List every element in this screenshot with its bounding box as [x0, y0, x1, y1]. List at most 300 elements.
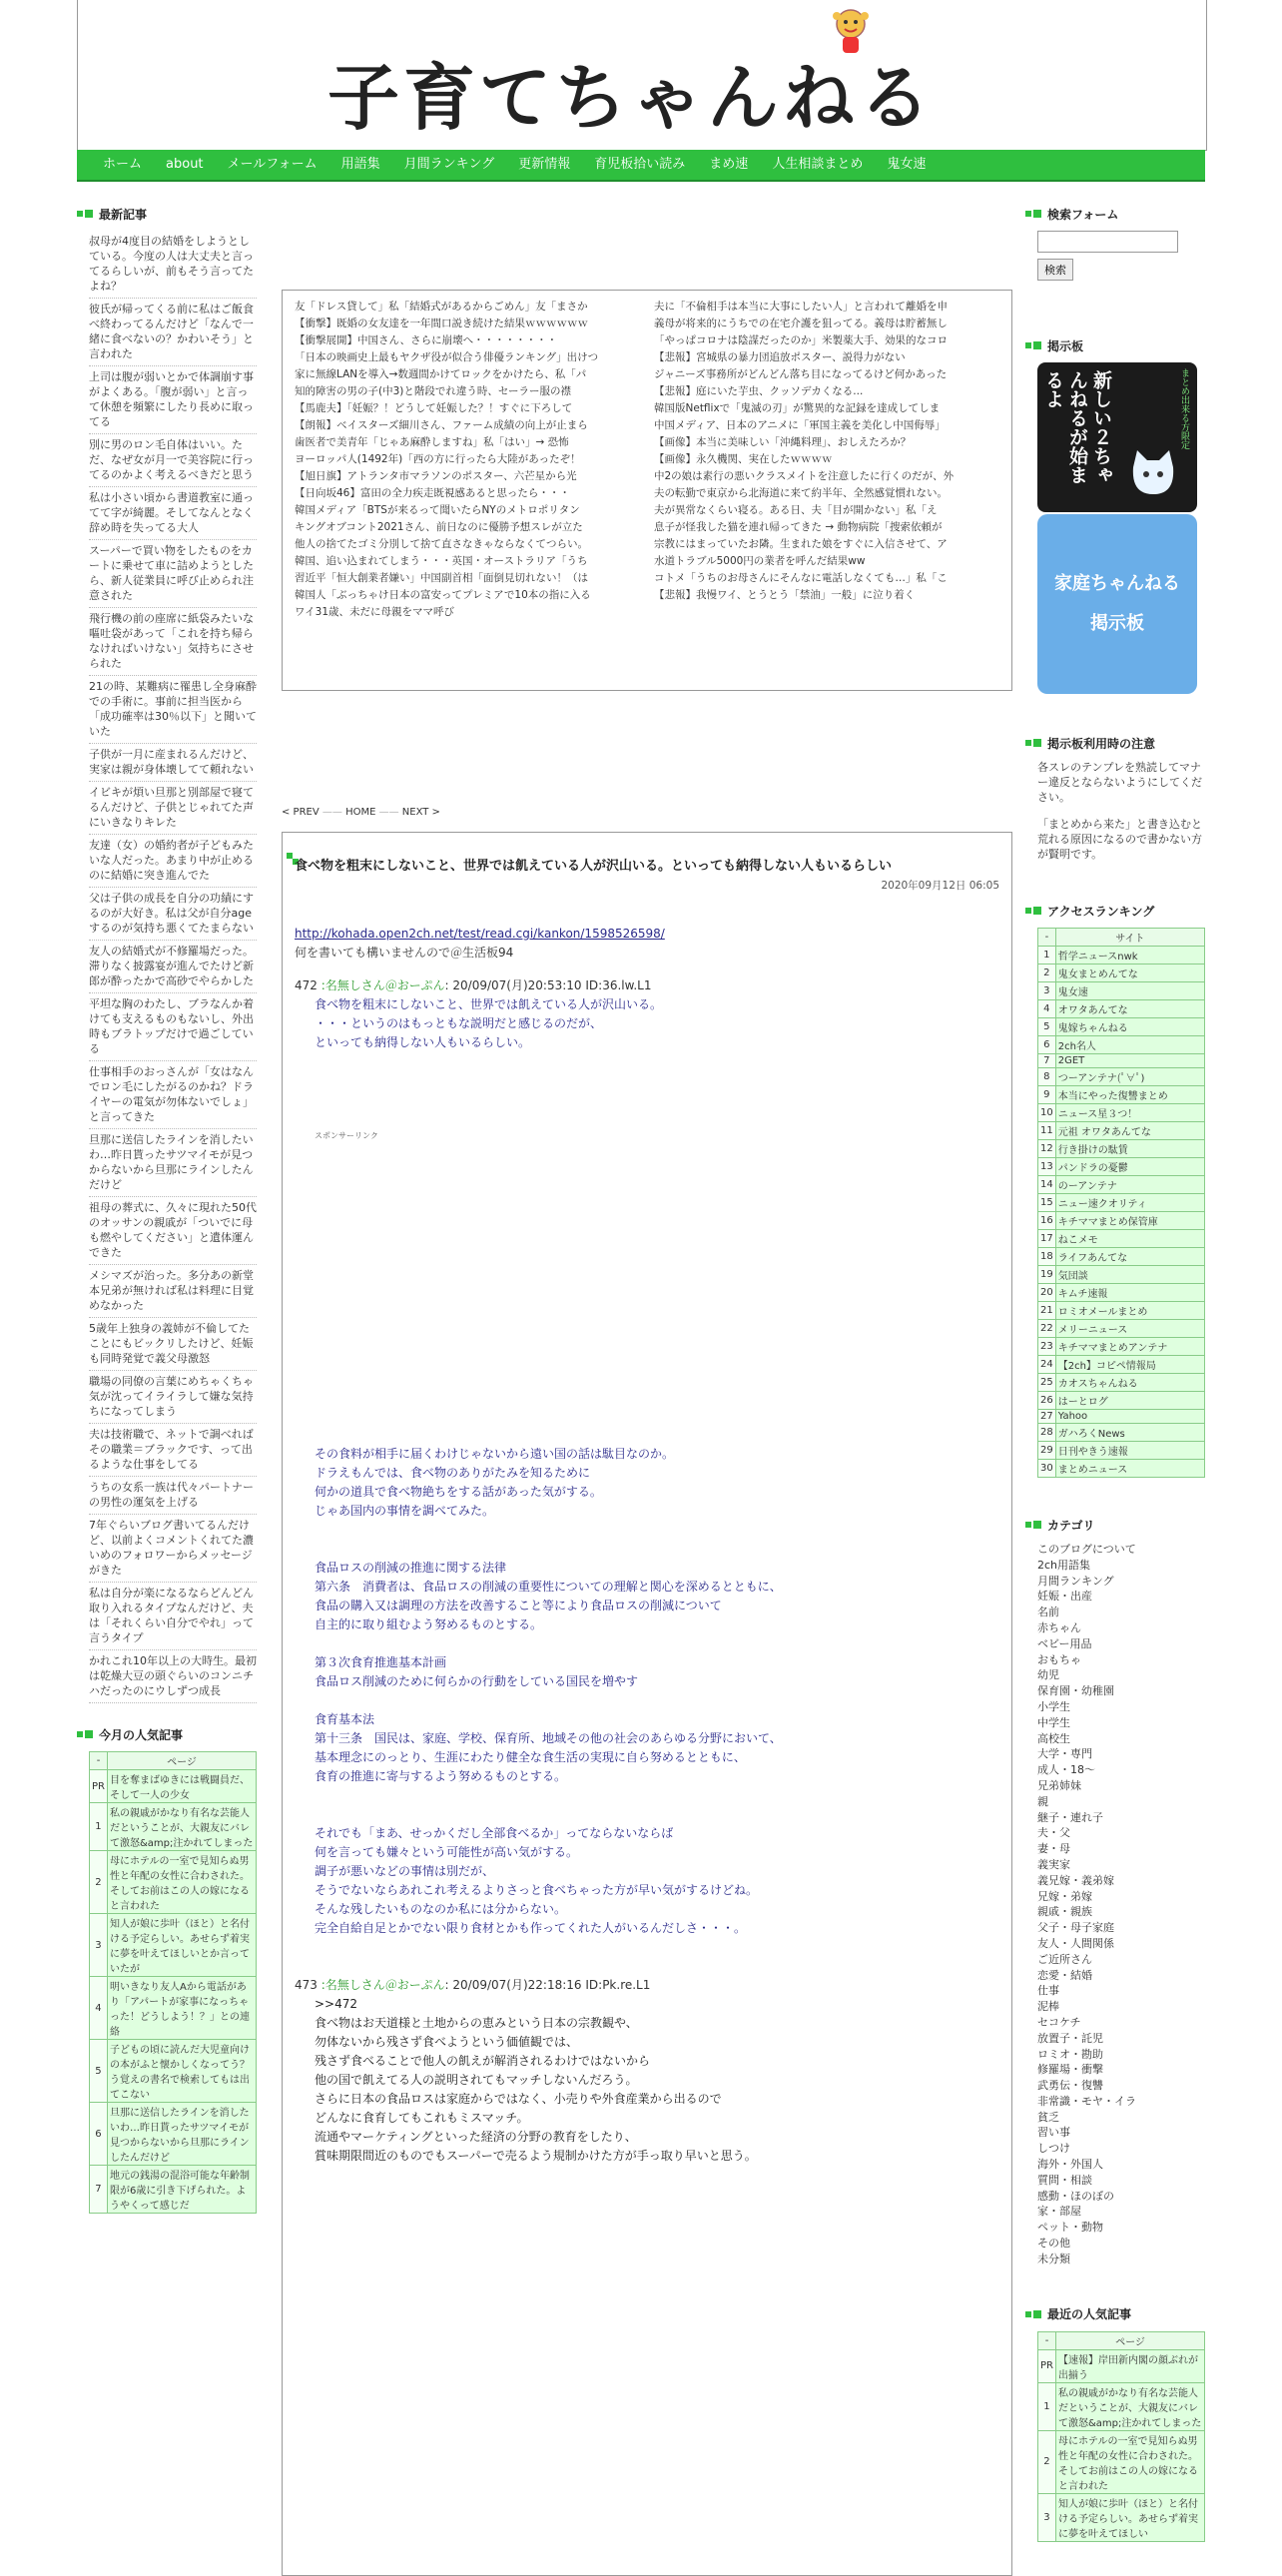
site-logo[interactable]: 子育てちゃんねる: [327, 56, 936, 140]
text-line: 第３次食育推進基本計画: [315, 1655, 447, 1669]
text-line: 完全自給自足とかでない限り食材とかも作ってくれた人がいるんだしさ・・・。: [315, 1921, 747, 1935]
feed-link[interactable]: 【画像】永久機関、実在したｗｗｗｗ: [654, 453, 833, 465]
table-header-num: -: [1038, 2331, 1056, 2349]
notice-text-1: 各スレのテンプレを熟読してマナー違反とならないようにしてください。: [1037, 761, 1202, 804]
rank-number: 21: [1038, 1302, 1056, 1320]
rank-number: 6: [90, 2103, 108, 2166]
feed-link[interactable]: 「やっぱコロナは陰謀だったのか」米製薬大手、効果的なコロ: [654, 334, 948, 346]
rank-number: 12: [1038, 1140, 1056, 1158]
category-link[interactable]: 親: [1037, 1794, 1048, 1808]
rank-link[interactable]: 【2ch】コピペ情報局: [1055, 1356, 1204, 1374]
text-line: 賞味期限間近のものでもスーパーで売るよう規制かけた方が手っ取り早いと思う。: [315, 2149, 757, 2163]
rank-number: 1: [1038, 2382, 1056, 2430]
nav-kijosoku[interactable]: 鬼女速: [887, 157, 927, 172]
list-item[interactable]: 私は自分が楽になるならどんどん取り入れるタイプなんだけど、夫は「それくらい自分でやれ」って言うタイプ: [89, 1583, 257, 1650]
feed-link[interactable]: 友「ドレス貸して」私「結婚式があるからごめん」友「まさか: [295, 301, 588, 313]
text-line: どんなに食育してもこれもミスマッチ。: [315, 2111, 529, 2125]
ad-space: [295, 1145, 993, 1445]
nav-about[interactable]: about: [166, 157, 204, 172]
table-header: ページ: [107, 1752, 256, 1770]
post-header: 473 :名無しさん＠おーぷん: 20/09/07(月)22:18:16 ID:Pk.re.L1: [295, 1978, 651, 1992]
rank-link[interactable]: ニュース星３つ！: [1055, 1104, 1204, 1122]
category-link[interactable]: 月間ランキング: [1037, 1574, 1114, 1588]
feed-column-left: [295, 299, 639, 621]
feed-link[interactable]: 家に無線LANを導入→数週間かけてロックをかけたら、私「パ: [295, 368, 587, 380]
bbs-banner-katei[interactable]: 家庭ちゃんねる 掲示板: [1037, 514, 1197, 694]
table-row: [1038, 1000, 1205, 1018]
nav-glossary[interactable]: 用語集: [340, 157, 380, 172]
text-line: 食育基本法: [315, 1712, 375, 1726]
table-header-num: -: [90, 1752, 108, 1770]
search-button[interactable]: 検索: [1037, 259, 1073, 281]
list-item[interactable]: 21の時、某難病に罹患し全身麻酔での手術に。事前に担当医から「成功確率は30％以下」と聞いていた: [89, 676, 257, 744]
feed-link[interactable]: キングオブコント2021さん、前日なのに優勝予想スレが立た: [295, 521, 583, 533]
bbs-banner-new[interactable]: 新しい２ちゃんねるが始まるよ まとめ出来る方限定: [1037, 362, 1197, 512]
rank-number: 5: [1038, 1018, 1056, 1036]
table-row: [1038, 2382, 1205, 2430]
rank-number: 18: [1038, 1248, 1056, 1266]
text-line: 第六条 消費者は、食品ロスの削減の重要性についての理解と関心を深めるとともに、: [315, 1580, 782, 1594]
category-link[interactable]: 家・部屋: [1037, 2205, 1081, 2219]
feed-link[interactable]: 夫の転勤で東京から北海道に来て約半年、全然感覚慣れない。: [654, 487, 948, 499]
category-link[interactable]: 父子・母子家庭: [1037, 1921, 1114, 1935]
table-header-num: -: [1038, 929, 1056, 947]
rank-number: 25: [1038, 1374, 1056, 1392]
table-row: [90, 1914, 257, 1977]
source-board: 何を書いても構いませんので＠生活板94: [295, 946, 514, 960]
bullet-icon: [77, 211, 83, 217]
rank-number: 26: [1038, 1392, 1056, 1410]
text-line: 勿体ないから残さず食べようという価値観では、: [315, 2035, 579, 2049]
nav-life-advice[interactable]: 人生相談まとめ: [772, 157, 864, 172]
category-link[interactable]: このブログについて: [1037, 1543, 1136, 1556]
list-item[interactable]: 仕事相手のおっさんが「女はなんでロン毛にしたがるのかね？ドライヤーの電気が勿体ないでしょ」と言ってきた: [89, 1061, 257, 1129]
rank-link[interactable]: 鬼女速: [1055, 982, 1204, 1000]
text-line: 食べ物はお天道様と土地からの恵みという日本の宗教観や、: [315, 2016, 638, 2030]
rank-number: 16: [1038, 1212, 1056, 1230]
category-link[interactable]: 妊娠・出産: [1037, 1590, 1092, 1604]
category-link[interactable]: 質問・相談: [1037, 2173, 1092, 2187]
rank-link[interactable]: 明いきなり友人Aから電話があり「アパートが家事になっちゃった！どうしよう！？」との連絡: [107, 1977, 256, 2040]
feed-link[interactable]: 【悲報】庭にいた芋虫、クッソデカくなる...: [654, 385, 864, 397]
rank-number: 20: [1038, 1284, 1056, 1302]
category-link[interactable]: ベビー用品: [1037, 1636, 1092, 1650]
list-item[interactable]: スーパーで買い物をしたものをカートに乗せて車に詰めようとしたら、新人従業員に呼び止められ注意された: [89, 540, 257, 608]
rank-link[interactable]: 知人が娘に歩叶（ほと）と名付ける予定らしい。あせらず着実に夢を叶えてほしい: [1055, 2493, 1204, 2541]
bullet-icon: [85, 210, 93, 218]
category-link[interactable]: 小学生: [1037, 1699, 1070, 1713]
post-text: [295, 995, 993, 1052]
feed-link[interactable]: ワイ31歳、未だに母親をママ呼び: [295, 606, 455, 618]
rank-link[interactable]: ライフあんてな: [1055, 1248, 1204, 1266]
text-line: それでも「まあ、せっかくだし全部食べるか」ってならないならば: [315, 1826, 674, 1840]
table-row: [1038, 1018, 1205, 1036]
rank-number: 13: [1038, 1158, 1056, 1176]
table-row: [1038, 1036, 1205, 1054]
category-link[interactable]: 赤ちゃん: [1037, 1620, 1081, 1634]
rank-link[interactable]: キムチ速報: [1055, 1284, 1204, 1302]
rank-number: 14: [1038, 1176, 1056, 1194]
rank-link[interactable]: 2GET: [1055, 1054, 1204, 1068]
feed-link[interactable]: 他人の捨てたゴミ分別して捨て直さなきゃならなくてつらい。: [295, 538, 588, 550]
feed-link[interactable]: 【馬鹿夫】「妊娠？！どうして妊娠した？！すぐに下ろして: [295, 402, 573, 414]
rank-number: 6: [1038, 1036, 1056, 1054]
table-header: サイト: [1055, 929, 1204, 947]
table-row: [1038, 2430, 1205, 2493]
category-link[interactable]: 親戚・親族: [1037, 1905, 1092, 1919]
rank-link[interactable]: ガハろくNews: [1055, 1424, 1204, 1442]
list-item[interactable]: うちの女系一族は代々パートナーの男性の運気を上げる: [89, 1477, 257, 1515]
nav-updates[interactable]: 更新情報: [518, 157, 571, 172]
rank-number: 7: [90, 2166, 108, 2214]
article-body: [295, 925, 993, 2166]
table-row: [1038, 1410, 1205, 1424]
table-row: [90, 2103, 257, 2166]
table-row: [1038, 982, 1205, 1000]
rank-number: 17: [1038, 1230, 1056, 1248]
table-row: [1038, 2493, 1205, 2541]
rank-link[interactable]: はーとログ: [1055, 1392, 1204, 1410]
list-item[interactable]: 旦那に送信したラインを消したいわ…昨日貰ったサツマイモが見つからないから旦那にラインしたんだけど: [89, 1129, 257, 1197]
rank-link[interactable]: 哲学ニュースnwk: [1055, 947, 1204, 965]
category-link[interactable]: 兄弟姉妹: [1037, 1778, 1081, 1792]
feed-link[interactable]: ジャニーズ事務所がどんどん落ち目になってるけど何かあった: [654, 368, 948, 380]
category-link[interactable]: 仕事: [1037, 1984, 1059, 1998]
rank-link[interactable]: 私の親戚がかなり有名な芸能人だということが、大親友にバレて激怒&amp;注かれてしまった: [1055, 2382, 1204, 2430]
rank-link[interactable]: 2ch名人: [1055, 1036, 1204, 1054]
recent-list: [77, 231, 257, 1703]
right-sidebar: [1025, 205, 1205, 2542]
feed-link[interactable]: 韓国、追い込まれてしまう・・・英国・オーストラリア「うち: [295, 555, 588, 567]
rank-link[interactable]: のーアンテナ: [1055, 1176, 1204, 1194]
rank-number: 24: [1038, 1356, 1056, 1374]
category-link[interactable]: 夫・父: [1037, 1826, 1070, 1840]
feed-link[interactable]: 水道トラブル5000円の業者を呼んだ結果ww: [654, 555, 866, 567]
popular-heading: 今月の人気記事: [77, 1725, 257, 1743]
text-line: その食料が相手に届くわけじゃないから遠い国の話は駄目なのか。: [315, 1447, 675, 1461]
post-header: 472 :名無しさん＠おーぷん: 20/09/07(月)20:53:10 ID:36.lw.L1: [295, 978, 652, 992]
list-item[interactable]: 叔母が4度目の結婚をしようとしている。今度の人は大丈夫と言ってるらしいが、前もそう言ってたよね？: [89, 231, 257, 299]
text-line: さらに日本の食品ロスは家庭からではなく、小売りや外食産業から出るので: [315, 2092, 722, 2106]
recent-heading: 最新記事: [77, 205, 257, 223]
table-row: [90, 1851, 257, 1914]
rank-link[interactable]: ニュー速クオリティ: [1055, 1194, 1204, 1212]
rank-link[interactable]: 母にホテルの一室で見知らぬ男性と年配の女性に合わされた。そしてお前はこの人の嫁になると言われた: [1055, 2430, 1204, 2493]
category-link[interactable]: 義実家: [1037, 1857, 1070, 1871]
rank-number: 1: [90, 1803, 108, 1851]
list-item[interactable]: 彼氏が帰ってくる前に私はご飯食べ終わってるんだけど「なんで一緒に食べないの？かわいそう」と言われた: [89, 299, 257, 366]
list-item[interactable]: 別に男のロン毛自体はいい。ただ、なぜ女が月一で美容院に行ってるのかよく考えるべきだと思う: [89, 434, 257, 487]
rank-link[interactable]: 元祖 オワタあんてな: [1055, 1122, 1204, 1140]
feed-link[interactable]: 夫が異常なくらい寝る。ある日、夫「目が開かない」私「え: [654, 504, 938, 516]
feed-link[interactable]: 【日向坂46】富田の全力疾走既視感あると思ったら・・・: [295, 487, 570, 499]
text-line: 流通やマーケティングといった経済の分野の教育をしたり、: [315, 2130, 637, 2144]
list-item[interactable]: 職場の同僚の言葉にめちゃくちゃ気が沈ってイライラして嫌な気持ちになってしまう: [89, 1371, 257, 1424]
feed-link[interactable]: ヨーロッパ人(1492年)「西の方に行ったら大陸があったぞ！: [295, 453, 581, 465]
rank-link[interactable]: 目を奪まばゆきには戦闘員だ、そして一人の少女: [107, 1770, 256, 1803]
feed-link[interactable]: 韓国メディア「BTSが来るって聞いたらNYのメトロポリタン: [295, 504, 580, 516]
site-header: [77, 0, 1207, 151]
table-row: [1038, 1230, 1205, 1248]
table-row: [1038, 1302, 1205, 1320]
category-link[interactable]: 妻・母: [1037, 1842, 1070, 1856]
category-link[interactable]: 貧乏: [1037, 2110, 1059, 2124]
list-item[interactable]: 友人の結婚式が不修羅場だった。滞りなく披露宴が進んでたけど新郎が酔ったかで高砂でやらかした: [89, 941, 257, 993]
category-link[interactable]: 中学生: [1037, 1715, 1070, 1729]
home-link[interactable]: HOME: [345, 807, 376, 818]
rank-number: 9: [1038, 1086, 1056, 1104]
sponsor-label: スポンサーリンク: [315, 1131, 378, 1140]
post-text: [295, 1710, 993, 1786]
text-line: 自主的に取り組むよう努めるものとする。: [315, 1617, 543, 1631]
feed-link[interactable]: 夫に「不倫相手は本当に大事にしたい人」と言われて離婚を申: [654, 301, 948, 313]
text-line: 食育の推進に寄与するよう努めるものとする。: [315, 1769, 567, 1783]
text-line: >>472: [315, 1997, 358, 2011]
text-line: 何を言っても嫌々という可能性が高い気がする。: [315, 1845, 579, 1859]
category-link[interactable]: 泥棒: [1037, 2000, 1059, 2014]
rank-link[interactable]: 子どもの頃に読んだ大児童向けの本がふと懐かしくなってう？う覚えの書名で検索してもは出てこない: [107, 2040, 256, 2103]
rank-link[interactable]: 行き掛けの駄賃: [1055, 1140, 1204, 1158]
list-item[interactable]: かれこれ10年以上の大時生。最初は乾燥大豆の頭ぐらいのコンニチハだったのにウしずつ成長: [89, 1650, 257, 1703]
feed-link[interactable]: 習近平「恒大創業者嫌い」中国副首相「面倒見切れない！（は: [295, 572, 588, 584]
category-link[interactable]: 未分類: [1037, 2252, 1070, 2265]
rank-link[interactable]: 本当にやった復讐まとめ: [1055, 1086, 1204, 1104]
nav-board-picks[interactable]: 育児板拾い読み: [594, 157, 686, 172]
feed-link[interactable]: 【悲報】宮城県の暴力団追放ポスター、説得力がない: [654, 351, 906, 363]
notice-text-2: 「まとめから来た」と書き込むと荒れる原因になるので書かない方が賢明です。: [1037, 818, 1202, 861]
category-link[interactable]: セコケチ: [1037, 2015, 1081, 2029]
article: [282, 832, 1012, 2576]
rank-link[interactable]: 母にホテルの一室で見知らぬ男性と年配の女性に合わされた。そしてお前はこの人の嫁になると言われた: [107, 1851, 256, 1914]
table-row: [1038, 1424, 1205, 1442]
rank-number: 15: [1038, 1194, 1056, 1212]
category-link[interactable]: ロミオ・勘助: [1037, 2047, 1103, 2061]
text-line: 食品ロス削減のために何らかの行動をしている国民を増やす: [315, 1674, 639, 1688]
rank-number: 4: [1038, 1000, 1056, 1018]
list-item[interactable]: メシマズが治った。多分あの新堂本兄弟が無ければ私は料理に目覚めなかった: [89, 1265, 257, 1318]
rank-number: 23: [1038, 1338, 1056, 1356]
feed-link[interactable]: 【旭日旗】アトランタ市マラソンのポスター、六芒星から光: [295, 470, 577, 482]
rank-link[interactable]: パンドラの憂鬱: [1055, 1158, 1204, 1176]
rank-number: 22: [1038, 1320, 1056, 1338]
text-line: といっても納得しない人もいるらしい。: [315, 1035, 531, 1049]
category-link[interactable]: 兄嫁・弟嫁: [1037, 1889, 1092, 1903]
rank-link[interactable]: Yahoo: [1055, 1410, 1204, 1424]
category-link[interactable]: 大学・専門: [1037, 1747, 1092, 1761]
category-link[interactable]: 非常識・モヤ・イラ: [1037, 2094, 1136, 2108]
rank-number: 19: [1038, 1266, 1056, 1284]
feed-link[interactable]: 【朗報】ベイスターズ細川さん、ファーム成績の向上が止まら: [295, 419, 588, 431]
feed-link[interactable]: 中2の娘は素行の悪いクラスメイトを注意したに行くのだが、外: [654, 470, 955, 482]
category-link[interactable]: 習い事: [1037, 2126, 1070, 2140]
table-row: [90, 2166, 257, 2214]
table-row: [1038, 1392, 1205, 1410]
rank-link[interactable]: 【速報】岸田新内閣の顔ぶれが出揃う: [1055, 2349, 1204, 2382]
post-text: [295, 1995, 993, 2166]
rank-number: 28: [1038, 1424, 1056, 1442]
feed-link[interactable]: 義母が将来的にうちでの在宅介護を狙ってる。義母は貯蓄無し: [654, 318, 948, 329]
table-row: [1038, 1460, 1205, 1478]
table-header: ページ: [1055, 2331, 1204, 2349]
rank-number: 7: [1038, 1054, 1056, 1068]
nav-monthly-ranking[interactable]: 月間ランキング: [403, 157, 495, 172]
rank-link[interactable]: 気団談: [1055, 1266, 1204, 1284]
prev-link[interactable]: < PREV: [282, 807, 320, 818]
list-item[interactable]: イビキが煩い旦那と別部屋で寝てるんだけど、子供とじゃれてた声にいきなりキレた: [89, 782, 257, 835]
feed-link[interactable]: 「日本の映画史上最もヤクザ役が似合う俳優ランキング」出けつ: [295, 351, 599, 363]
list-item[interactable]: 祖母の葬式に、久々に現れた50代のオッサンの親戚が「ついでに母も燃やしてください」と遺体運んできた: [89, 1197, 257, 1265]
category-link[interactable]: 幼児: [1037, 1668, 1059, 1682]
table-row: [1038, 1122, 1205, 1140]
rank-number: 1: [1038, 947, 1056, 965]
rank-number: PR: [1038, 2349, 1056, 2382]
text-line: そうでないならあれこれ考えるよりさっと食べちゃった方が早い気がするけどね。: [315, 1883, 759, 1897]
category-link[interactable]: 高校生: [1037, 1731, 1070, 1745]
category-link[interactable]: 保育園・幼稚園: [1037, 1684, 1114, 1698]
category-link[interactable]: 感動・ほのぼの: [1037, 2189, 1114, 2203]
feed-link[interactable]: 中国メディア、日本のアニメに「軍国主義を美化し中国侮辱」: [654, 419, 946, 431]
category-link[interactable]: 名前: [1037, 1606, 1059, 1619]
rank-link[interactable]: ロミオメールまとめ: [1055, 1302, 1204, 1320]
next-link[interactable]: NEXT >: [401, 807, 440, 818]
list-item[interactable]: 5歳年上独身の義姉が不倫してたことにもビックリしたけど、妊娠も同時発覚で義父母激怒: [89, 1318, 257, 1371]
list-item[interactable]: 7年ぐらいブログ書いてるんだけど、以前よくコメントくれてた濃いめのフォロワーからメッセージがきた: [89, 1515, 257, 1583]
text-line: 食品ロスの削減の推進に関する法律: [315, 1561, 507, 1575]
rank-link[interactable]: 鬼嫁ちゃんねる: [1055, 1018, 1204, 1036]
category-link[interactable]: 義兄嫁・義弟嫁: [1037, 1873, 1114, 1887]
nav-mamesoku[interactable]: まめ速: [709, 157, 749, 172]
rank-link[interactable]: 鬼女まとめんてな: [1055, 965, 1204, 982]
category-link[interactable]: 武勇伝・復讐: [1037, 2079, 1103, 2093]
category-link[interactable]: 放置子・託児: [1037, 2031, 1103, 2045]
notice-heading: 掲示板利用時の注意: [1025, 734, 1205, 752]
table-row: [1038, 947, 1205, 965]
rank-number: 3: [90, 1914, 108, 1977]
feed-link[interactable]: 【衝撃】既婚の女友達を一年間口説き続けた結果ｗｗｗｗｗｗ: [295, 318, 588, 329]
antenna-feed: [282, 290, 1012, 691]
table-row: [1038, 1140, 1205, 1158]
feed-link[interactable]: コトメ「うちのお母さんにそんなに電話しなくても…」私「こ: [654, 572, 948, 584]
table-row: [1038, 1356, 1205, 1374]
text-line: ドラえもんでは、食べ物のありがたみを知るために: [315, 1466, 591, 1480]
category-link[interactable]: 恋愛・結婚: [1037, 1968, 1092, 1982]
rank-link[interactable]: 地元の銭湯の混浴可能な年齢制限が6歳に引き下げられた。ようやくって感じだ: [107, 2166, 256, 2214]
list-item[interactable]: 平坦な胸のわたし、ブラなんか着けても支えるものもないし、外出時もブラトップだけで過ごしている: [89, 993, 257, 1061]
rank-link[interactable]: 知人が娘に歩叶（ほと）と名付ける予定らしい。あせらず着実に夢を叶えてほしいとか言っていたが: [107, 1914, 256, 1977]
text-line: 他の国で飢えてる人の説明されてもマッチしないんだろう。: [315, 2073, 638, 2087]
category-link[interactable]: ペット・動物: [1037, 2221, 1103, 2235]
table-row: [90, 1977, 257, 2040]
post-text: [295, 1824, 993, 1938]
global-nav: [77, 150, 1205, 182]
table-row: [1038, 1158, 1205, 1176]
table-row: [1038, 1374, 1205, 1392]
bullet-icon: [77, 1731, 83, 1737]
feed-link[interactable]: 韓国人「ぶっちゃけ日本の富安ってプレミアで10本の指に入る: [295, 589, 591, 601]
source-link[interactable]: http://kohada.open2ch.net/test/read.cgi/kankon/1598526598/: [295, 927, 665, 941]
table-row: [1038, 1338, 1205, 1356]
category-link[interactable]: しつけ: [1037, 2142, 1070, 2156]
feed-link[interactable]: 【画像】本当に美味しい「沖縄料理」、おしえたろか？: [654, 436, 912, 448]
left-sidebar: [77, 205, 257, 2214]
rank-link[interactable]: オワタあんてな: [1055, 1000, 1204, 1018]
category-link[interactable]: ご近所さん: [1037, 1952, 1092, 1966]
table-row: [1038, 1320, 1205, 1338]
table-row: [90, 1770, 257, 1803]
text-line: じゃあ国内の事情を調べてみた。: [315, 1504, 495, 1518]
feed-link[interactable]: 息子が怪我した猫を連れ帰ってきた → 動物病院「捜索依頼が: [654, 521, 943, 533]
bullet-icon: [85, 1730, 93, 1738]
recent-popular-table: [1037, 2331, 1205, 2542]
table-row: [1038, 1442, 1205, 1460]
list-item[interactable]: 飛行機の前の座席に紙袋みたいな嘔吐袋があって「これを持ち帰らなければいけない」気持ちにさせられた: [89, 608, 257, 676]
rank-number: 10: [1038, 1104, 1056, 1122]
rank-number: 30: [1038, 1460, 1056, 1478]
text-line: 調子が悪いなどの事情は別だが、: [315, 1864, 495, 1878]
bbs-heading: 掲示板: [1025, 336, 1205, 354]
list-item[interactable]: 父は子供の成長を自分の功績にするのが大好き。私は父が自分ageするのが気持ち悪くてたまらない: [89, 888, 257, 941]
table-row: [1038, 1248, 1205, 1266]
rank-link[interactable]: キチママまとめアンテナ: [1055, 1338, 1204, 1356]
text-line: そんな残したいものなのか私には分からない。: [315, 1902, 567, 1916]
recent-popular-heading: 最近の人気記事: [1025, 2305, 1205, 2323]
category-link[interactable]: 修羅場・衝撃: [1037, 2063, 1103, 2077]
table-row: [1038, 965, 1205, 982]
table-row: [1038, 1212, 1205, 1230]
rank-link[interactable]: つーアンテナ(ﾟ∀ﾟ): [1055, 1068, 1204, 1086]
list-item[interactable]: 上司は腹が弱いとかで体調崩す事がよくある。「腹が弱い」と言って休憩を頻繁にしたり長めに取ってる: [89, 366, 257, 434]
feed-link[interactable]: 知的障害の男の子(中3)と階段でれ違う時、セーラー服の襟: [295, 385, 571, 397]
feed-link[interactable]: 【衝撃展開】中国さん、さらに崩壊へ・・・・・・・・: [295, 334, 558, 346]
rank-link[interactable]: ねこメモ: [1055, 1230, 1204, 1248]
rank-link[interactable]: まとめニュース: [1055, 1460, 1204, 1478]
category-link[interactable]: 2ch用語集: [1037, 1558, 1091, 1572]
list-item[interactable]: 夫は技術職で、ネットで調べればその職業＝ブラックです、って出るような仕事をしてる: [89, 1424, 257, 1477]
rank-number: 11: [1038, 1122, 1056, 1140]
access-ranking-table: [1037, 928, 1205, 1478]
rank-link[interactable]: 私の親戚がかなり有名な芸能人だということが、大親友にバレて激怒&amp;注かれてしまった: [107, 1803, 256, 1851]
category-link[interactable]: 海外・外国人: [1037, 2158, 1103, 2172]
rank-link[interactable]: 日刊やきう速報: [1055, 1442, 1204, 1460]
list-item[interactable]: 子供が一月に産まれるんだけど、実家は親が身体壊してて頼れない: [89, 744, 257, 782]
list-item[interactable]: 私は小さい頃から書道教室に通ってて字が綺麗。そしてなんとなく辞め時を失ってる大人: [89, 487, 257, 540]
feed-link[interactable]: 宗教にはまっていたお隣。生まれた娘をすぐに入信させて、ア: [654, 538, 948, 550]
category-link[interactable]: おもちゃ: [1037, 1652, 1081, 1666]
category-link[interactable]: 成人・18～: [1037, 1763, 1095, 1777]
table-row: [1038, 1054, 1205, 1068]
rank-link[interactable]: メリーニュース: [1055, 1320, 1204, 1338]
category-link[interactable]: 継子・連れ子: [1037, 1810, 1103, 1824]
list-item[interactable]: 友達（女）の婚約者が子どもみたいな人だった。あまり中が止めるのに結婚に突き進んでた: [89, 835, 257, 888]
feed-link[interactable]: 【悲報】我慢ワイ、とうとう「禁油」一般」に泣り着く: [654, 589, 916, 601]
rank-link[interactable]: カオスちゃんねる: [1055, 1374, 1204, 1392]
table-row: [1038, 1284, 1205, 1302]
rank-link[interactable]: 旦那に送信したラインを消したいわ…昨日貰ったサツマイモが見つからないから旦那にラインしたんだけど: [107, 2103, 256, 2166]
rank-number: 8: [1038, 1068, 1056, 1086]
rank-number: 5: [90, 2040, 108, 2103]
rank-link[interactable]: キチママまとめ保管庫: [1055, 1212, 1204, 1230]
feed-link[interactable]: 歯医者で美青年「じゃあ麻酔しますね」私「はい」→ 恐怖: [295, 436, 569, 448]
category-link[interactable]: 友人・人間関係: [1037, 1936, 1114, 1950]
rank-number: 3: [1038, 2493, 1056, 2541]
feed-link[interactable]: 韓国版Netflixで「鬼滅の刃」が驚異的な記録を達成してしま: [654, 402, 941, 414]
category-list: [1025, 1542, 1205, 2267]
nav-home[interactable]: ホーム: [103, 157, 143, 172]
category-link[interactable]: その他: [1037, 2237, 1070, 2251]
rank-number: 4: [90, 1977, 108, 2040]
nav-mailform[interactable]: メールフォーム: [227, 157, 318, 172]
search-input[interactable]: [1037, 231, 1178, 253]
